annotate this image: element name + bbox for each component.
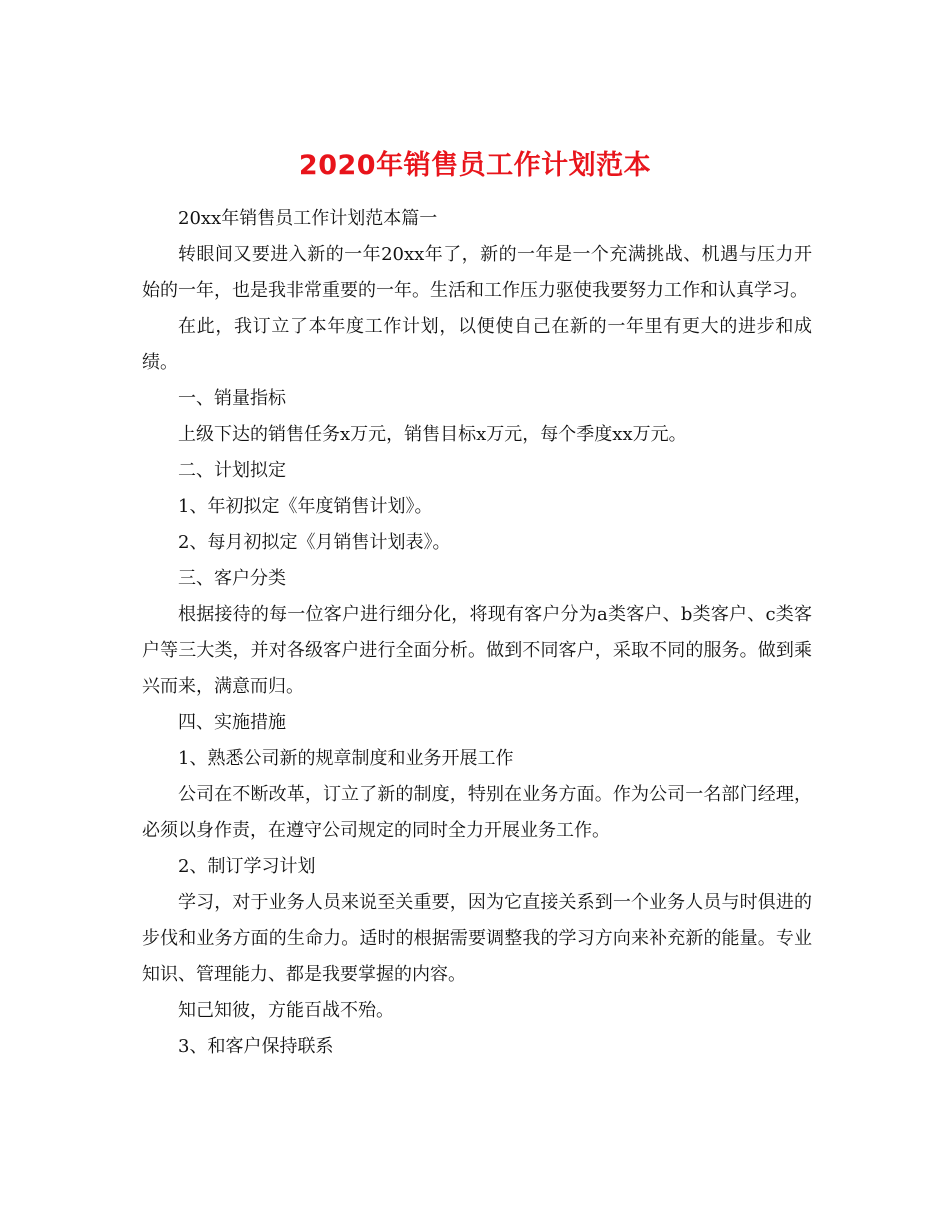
- paragraph-study-plan: 学习，对于业务人员来说至关重要，因为它直接关系到一个业务人员与时俱进的步伐和业务方面的生命力。适时的根据需要调整我的学习方向来补充新的能量。专业知识、管理能力、都是我要掌握的内容。: [142, 892, 812, 985]
- paragraph-plan-statement: 在此，我订立了本年度工作计划，以便使自己在新的一年里有更大的进步和成绩。: [142, 316, 812, 373]
- paragraph-intro: 转眼间又要进入新的一年20xx年了，新的一年是一个充满挑战、机遇与压力开始的一年，也是我非常重要的一年。生活和工作压力驱使我要努力工作和认真学习。: [142, 244, 812, 301]
- document-title: 2020年销售员工作计划范本: [298, 150, 652, 182]
- paragraph-proverb: 知己知彼，方能百战不殆。: [178, 1000, 394, 1021]
- paragraph-rules: 公司在不断改革，订立了新的制度，特别在业务方面。作为公司一名部门经理，必须以身作责，在遵守公司规定的同时全力开展业务工作。: [142, 784, 812, 841]
- list-item-annual-plan: 1、年初拟定《年度销售计划》。: [178, 496, 433, 517]
- section-heading-customer-classification: 三、客户分类: [178, 568, 286, 589]
- section-heading-plan: 二、计划拟定: [178, 460, 286, 481]
- list-item-study-plan: 2、制订学习计划: [178, 856, 316, 877]
- section-heading-sales-target: 一、销量指标: [178, 388, 286, 409]
- list-item-customer-contact: 3、和客户保持联系: [178, 1036, 334, 1057]
- paragraph-customer-classification: 根据接待的每一位客户进行细分化，将现有客户分为a类客户、b类客户、c类客户等三大类，并对各级客户进行全面分析。做到不同客户，采取不同的服务。做到乘兴而来，满意而归。: [142, 604, 812, 697]
- paragraph-sales-target: 上级下达的销售任务x万元，销售目标x万元，每个季度xx万元。: [178, 424, 687, 445]
- list-item-monthly-plan: 2、每月初拟定《月销售计划表》。: [178, 532, 451, 553]
- list-item-rules: 1、熟悉公司新的规章制度和业务开展工作: [178, 748, 514, 769]
- document-body: [142, 201, 812, 1065]
- section-heading-measures: 四、实施措施: [178, 712, 286, 733]
- paragraph-subtitle: 20xx年销售员工作计划范本篇一: [178, 208, 438, 229]
